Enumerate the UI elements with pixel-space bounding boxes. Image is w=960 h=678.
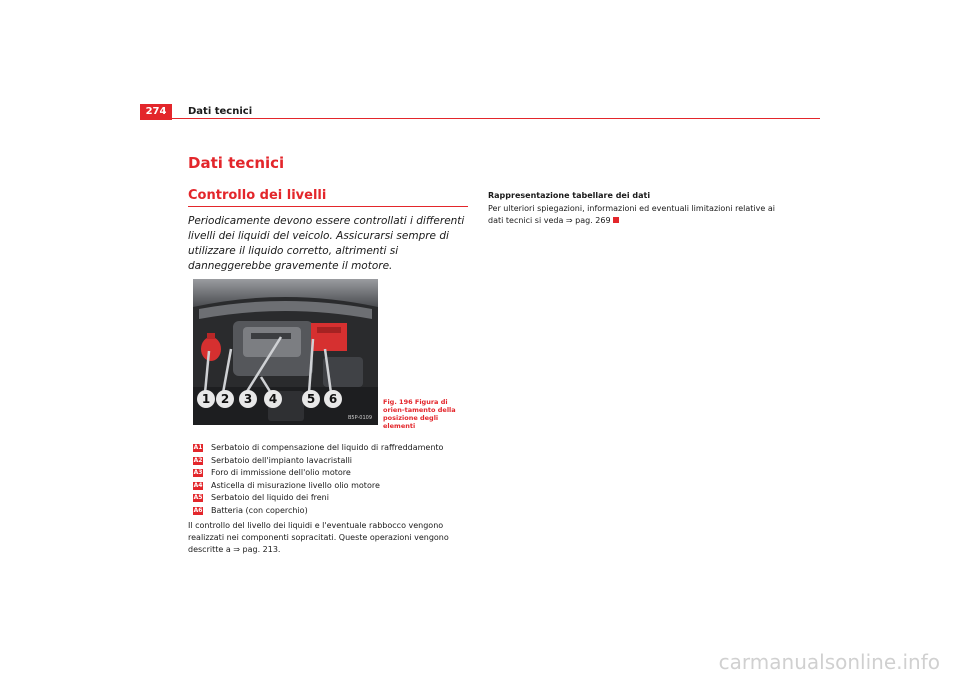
legend-badge: A4 <box>193 481 203 489</box>
header-rule <box>172 118 820 119</box>
marker-6: 6 <box>324 390 342 408</box>
marker-1: 1 <box>197 390 215 408</box>
list-item <box>193 492 478 505</box>
watermark: carmanualsonline.info <box>718 650 940 674</box>
legend-text: Batteria (con coperchio) <box>211 505 308 515</box>
right-text: Per ulteriori spiegazioni, informazioni ed eventuali limitazioni relative ai dati tecnici si veda ⇒ pag. 269 <box>488 204 775 225</box>
legend-badge: A3 <box>193 469 203 477</box>
marker-4: 4 <box>264 390 282 408</box>
right-heading: Rappresentazione tabellare dei dati <box>488 191 651 200</box>
legend-list <box>193 442 478 517</box>
right-paragraph <box>488 203 778 227</box>
figure-markers <box>197 390 373 410</box>
body-paragraph: Il controllo del livello dei liquidi e l'eventuale rabbocco vengono realizzati nei componenti sopracitati. Queste operazioni vengono descritte a ⇒ pag. 213. <box>188 521 449 554</box>
chapter-title: Dati tecnici <box>188 154 285 172</box>
legend-text: Asticella di misurazione livello olio motore <box>211 480 380 490</box>
legend-text: Serbatoio di compensazione del liquido di raffreddamento <box>211 443 444 453</box>
list-item <box>193 480 478 493</box>
figure-caption: Fig. 196 Figura di orien-tamento della posizione degli elementi <box>383 398 456 430</box>
legend-text: Serbatoio del liquido dei freni <box>211 493 329 503</box>
legend-text: Foro di immissione dell'olio motore <box>211 468 351 478</box>
section-title: Controllo dei livelli <box>188 188 327 203</box>
section-rule <box>188 206 468 207</box>
legend-badge: A1 <box>193 444 203 452</box>
figure-code: B5P-0109 <box>347 415 372 421</box>
legend-badge: A2 <box>193 456 203 464</box>
engine-bay-figure <box>193 279 378 425</box>
page-number: 274 <box>140 104 172 120</box>
end-of-section-icon <box>613 217 619 223</box>
legend-badge: A6 <box>193 506 203 514</box>
list-item <box>193 442 478 455</box>
legend-badge: A5 <box>193 494 203 502</box>
marker-5: 5 <box>302 390 320 408</box>
list-item <box>193 455 478 468</box>
list-item <box>193 505 478 518</box>
marker-3: 3 <box>239 390 257 408</box>
running-header-title: Dati tecnici <box>188 106 253 117</box>
marker-2: 2 <box>216 390 234 408</box>
legend-text: Serbatoio dell'impianto lavacristalli <box>211 455 353 465</box>
list-item <box>193 467 478 480</box>
section-intro: Periodicamente devono essere controllati i differenti livelli dei liquidi del veicolo. Assicurarsi sempre di utilizzare il liquido corretto, altrimenti si danneggerebbe gravemente il motore. <box>188 215 465 272</box>
